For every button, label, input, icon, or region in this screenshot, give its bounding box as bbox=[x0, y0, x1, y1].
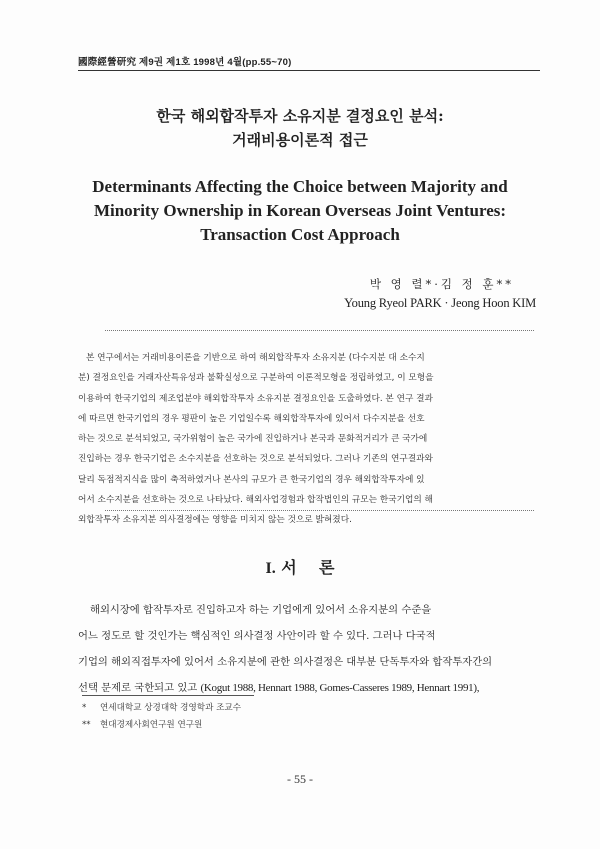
abstract-line: 에 따르면 한국기업의 경우 평판이 높은 기업일수록 해외합작투자에 있어서 다수지분을 선호 bbox=[78, 413, 425, 424]
abstract-line: 진입하는 경우 한국기업은 소수지분을 선호하는 것으로 분석되었다. 그러나 기존의 연구결과와 bbox=[78, 454, 433, 465]
header-rule bbox=[78, 70, 540, 71]
abstract-line: 하는 것으로 분석되었고, 국가위험이 높은 국가에 진입하거나 본국과 문화적거리가 큰 국가에 bbox=[78, 434, 428, 445]
english-title-line-2: Minority Ownership in Korean Overseas Joint Ventures: bbox=[93, 201, 507, 220]
body-text bbox=[78, 597, 536, 701]
korean-title-line-1: 한국 해외합작투자 소유지분 결정요인 분석: bbox=[156, 107, 444, 125]
abstract-line: 외합작투자 소유지분 의사결정에는 영향을 미치지 않는 것으로 밝혀졌다. bbox=[78, 515, 352, 526]
running-header: 國際經營研究 제9권 제1호 1998년 4월(pp.55~70) bbox=[78, 57, 292, 68]
footnote-rule bbox=[82, 695, 254, 696]
section-heading bbox=[0, 555, 600, 578]
section-title: 서 론 bbox=[281, 558, 335, 577]
abstract-bottom-divider bbox=[105, 510, 534, 513]
abstract-line: 어서 소수지분을 선호하는 것으로 나타났다. 해외사업경험과 합작법인의 규모는 한국기업의 해 bbox=[78, 495, 433, 506]
footnote-mark: * bbox=[82, 703, 87, 713]
footnote-mark: ** bbox=[82, 720, 91, 730]
footnote-1 bbox=[82, 700, 241, 717]
footnote-2 bbox=[82, 717, 241, 734]
abstract bbox=[78, 348, 536, 531]
abstract-line: 분) 결정요인을 거래자산특유성과 불확실성으로 구분하여 이론적모형을 정립하였고, 이 모형을 bbox=[78, 373, 434, 384]
footnote-text: 현대경제사회연구원 연구원 bbox=[100, 720, 203, 730]
authors-korean: 박 영 렬*·김 정 훈** bbox=[369, 277, 514, 291]
body-line: 해외시장에 합작투자로 진입하고자 하는 기업에게 있어서 소유지분의 수준을 bbox=[90, 604, 432, 616]
body-line: 어느 정도로 할 것인가는 핵심적인 의사결정 사안이라 할 수 있다. 그러나 다국적 bbox=[78, 630, 436, 642]
footnotes bbox=[82, 700, 241, 734]
footnote-text: 연세대학교 상경대학 경영학과 조교수 bbox=[100, 703, 242, 713]
abstract-line: 달리 독점적지식을 많이 축적하였거나 본사의 규모가 큰 한국기업의 경우 해외합작투자에 있 bbox=[78, 474, 425, 485]
english-title-line-3: Transaction Cost Approach bbox=[200, 225, 400, 244]
english-title-line-1: Determinants Affecting the Choice between Majority and bbox=[92, 177, 508, 196]
korean-title-line-2: 거래비용이론적 접근 bbox=[232, 131, 368, 149]
abstract-top-divider bbox=[105, 330, 534, 333]
section-number: I. bbox=[265, 560, 276, 577]
abstract-line: 이용하여 한국기업의 제조업분야 해외합작투자 소유지분 결정요인을 도출하였다. 본 연구 결과 bbox=[78, 393, 433, 404]
citation: (Kogut 1988, Hennart 1988, Gomes-Casseres 1989, Hennart 1991), bbox=[200, 682, 480, 694]
body-line bbox=[78, 675, 536, 701]
page-number: - 55 - bbox=[287, 772, 313, 786]
abstract-line: 본 연구에서는 거래비용이론을 기반으로 하여 해외합작투자 소유지분 (다수지분 대 소수지 bbox=[86, 353, 425, 363]
authors-english: Young Ryeol PARK · Jeong Hoon KIM bbox=[344, 296, 536, 310]
body-line-text: 선택 문제로 국한되고 있고 bbox=[78, 682, 201, 694]
body-line: 기업의 해외직접투자에 있어서 소유지분에 관한 의사결정은 대부분 단독투자와 합작투자간의 bbox=[78, 656, 493, 668]
